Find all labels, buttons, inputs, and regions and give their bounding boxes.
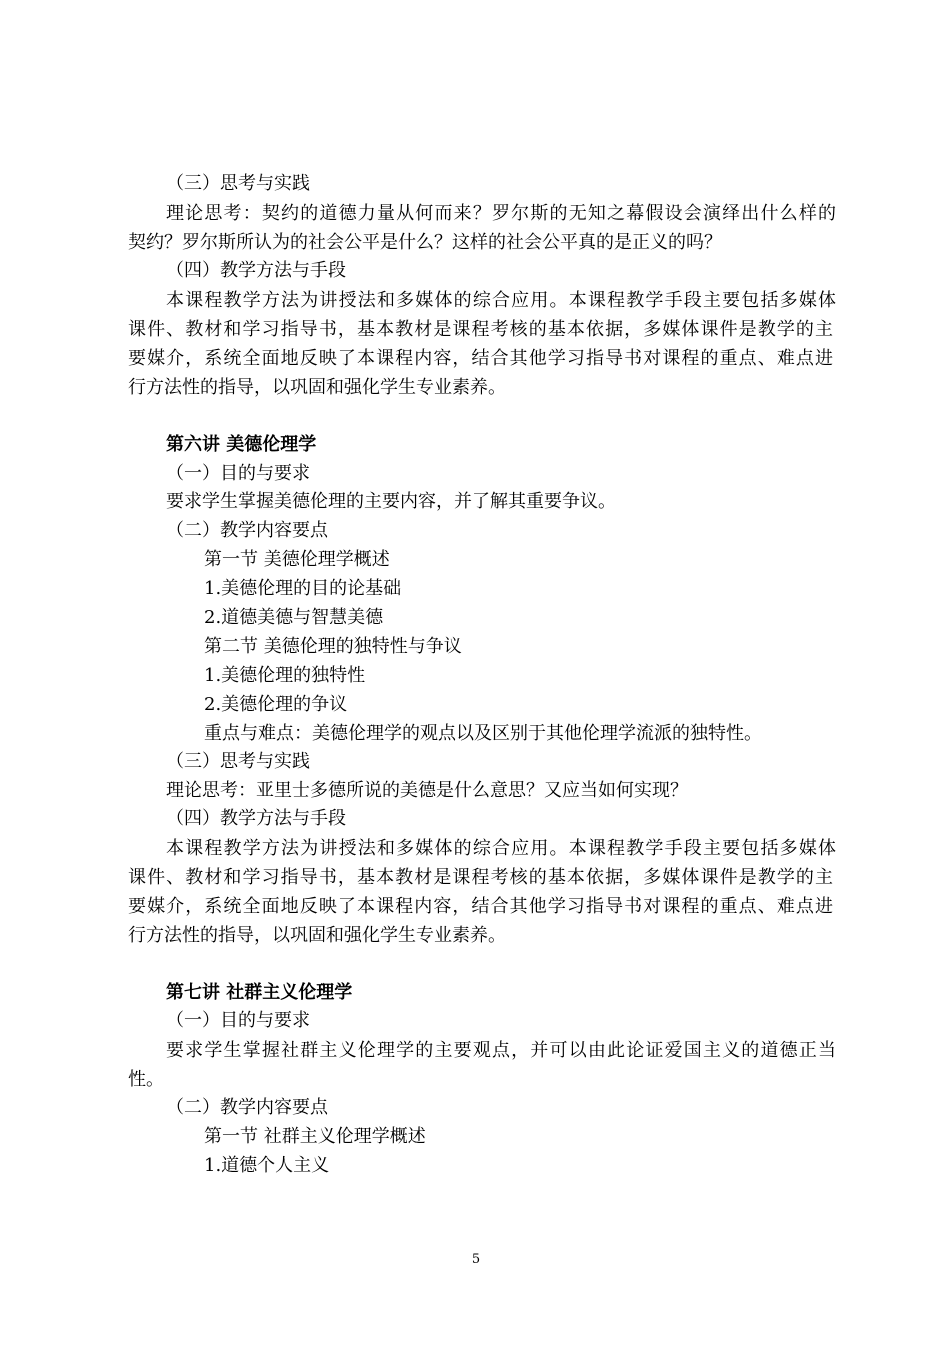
paragraph-line: 契约？罗尔斯所认为的社会公平是什么？这样的社会公平真的是正义的吗？ bbox=[128, 232, 722, 253]
subsection-heading: （二）教学内容要点 bbox=[166, 1097, 328, 1118]
paragraph-line: 理论思考：契约的道德力量从何而来？罗尔斯的无知之幕假设会演绎出什么样的 bbox=[166, 203, 836, 224]
list-item: 1.美德伦理的目的论基础 bbox=[204, 578, 402, 599]
paragraph-line: 要媒介，系统全面地反映了本课程内容，结合其他学习指导书对课程的重点、难点进 bbox=[128, 896, 833, 917]
list-item: 1.道德个人主义 bbox=[204, 1155, 330, 1176]
paragraph-line: 课件、教材和学习指导书，基本教材是课程考核的基本依据，多媒体课件是教学的主 bbox=[128, 867, 833, 888]
lecture-title: 第六讲 美德伦理学 bbox=[166, 434, 317, 455]
list-item: 2.道德美德与智慧美德 bbox=[204, 607, 384, 628]
subsection-heading: （一）目的与要求 bbox=[166, 463, 310, 484]
section-heading: 第一节 美德伦理学概述 bbox=[204, 549, 390, 570]
key-points: 重点与难点：美德伦理学的观点以及区别于其他伦理学流派的独特性。 bbox=[204, 723, 762, 744]
lecture-title: 第七讲 社群主义伦理学 bbox=[166, 982, 353, 1003]
subsection-heading: （二）教学内容要点 bbox=[166, 520, 328, 541]
section-heading: 第一节 社群主义伦理学概述 bbox=[204, 1126, 426, 1147]
subsection-heading: （一）目的与要求 bbox=[166, 1010, 310, 1031]
paragraph-line: 要媒介，系统全面地反映了本课程内容，结合其他学习指导书对课程的重点、难点进 bbox=[128, 348, 833, 369]
paragraph-line: 本课程教学方法为讲授法和多媒体的综合应用。本课程教学手段主要包括多媒体 bbox=[166, 290, 836, 311]
subsection-heading: （四）教学方法与手段 bbox=[166, 260, 346, 281]
section-heading: 第二节 美德伦理的独特性与争议 bbox=[204, 636, 462, 657]
paragraph-line: 要求学生掌握美德伦理的主要内容，并了解其重要争议。 bbox=[166, 491, 616, 512]
paragraph-line: 课件、教材和学习指导书，基本教材是课程考核的基本依据，多媒体课件是教学的主 bbox=[128, 319, 833, 340]
paragraph-line: 要求学生掌握社群主义伦理学的主要观点，并可以由此论证爱国主义的道德正当 bbox=[166, 1040, 836, 1061]
paragraph-line: 行方法性的指导，以巩固和强化学生专业素养。 bbox=[128, 377, 506, 398]
subsection-heading: （四）教学方法与手段 bbox=[166, 808, 346, 829]
list-item: 2.美德伦理的争议 bbox=[204, 694, 348, 715]
paragraph-line: 理论思考：亚里士多德所说的美德是什么意思？又应当如何实现？ bbox=[166, 780, 688, 801]
subsection-heading: （三）思考与实践 bbox=[166, 173, 310, 194]
paragraph-line: 本课程教学方法为讲授法和多媒体的综合应用。本课程教学手段主要包括多媒体 bbox=[166, 838, 836, 859]
paragraph-line: 性。 bbox=[128, 1069, 164, 1090]
subsection-heading: （三）思考与实践 bbox=[166, 751, 310, 772]
list-item: 1.美德伦理的独特性 bbox=[204, 665, 366, 686]
paragraph-line: 行方法性的指导，以巩固和强化学生专业素养。 bbox=[128, 925, 506, 946]
page-number: 5 bbox=[471, 1252, 481, 1267]
